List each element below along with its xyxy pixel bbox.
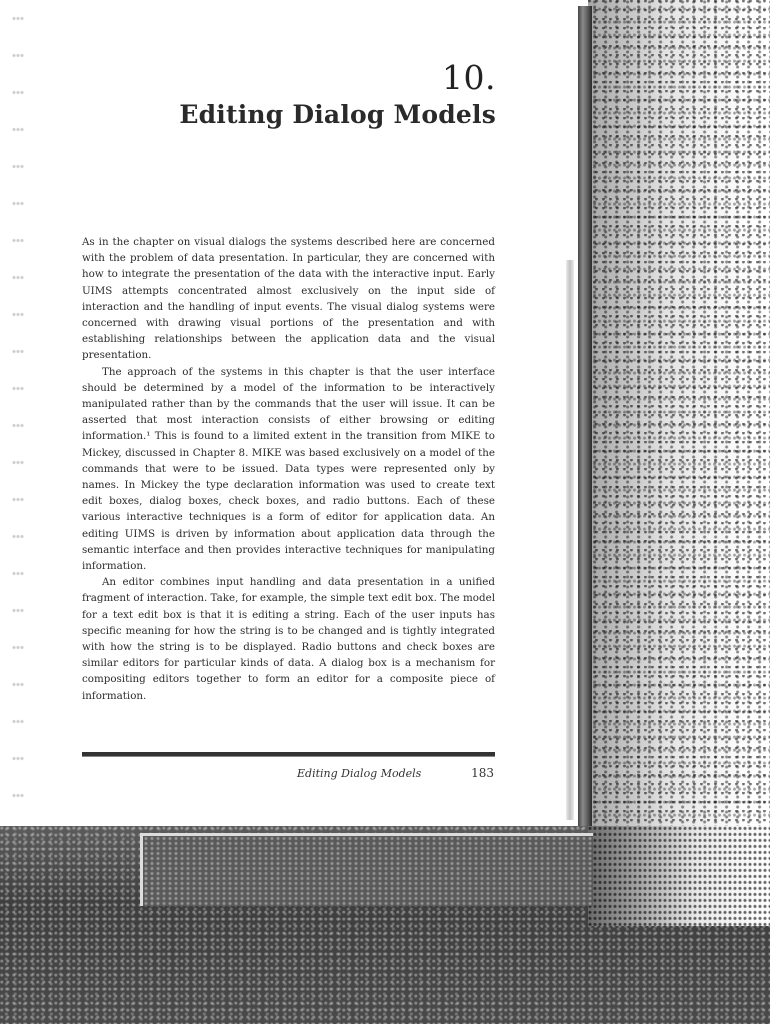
next-page-edge bbox=[140, 833, 593, 906]
paragraph: An editor combines input handling and data presentation in a unified fragment of interaction. Take, for example, the simple text edit box. The model for a text edit box is that it is editing a string. Each of the user inputs has specific meaning for how the string is to be changed and is tightly integrated with how the string is to be displayed. Radio buttons and check boxes are similar editors for particular kinds of data. A dialog box is a mechanism for compositing editors together to form an editor for a composite piece of information. bbox=[82, 576, 495, 702]
chapter-number: 10. bbox=[442, 58, 496, 97]
chapter-title: Editing Dialog Models bbox=[179, 100, 496, 129]
scan-shadow-bottom-right bbox=[588, 826, 770, 926]
running-title: Editing Dialog Models bbox=[297, 767, 422, 780]
page-number: 183 bbox=[471, 766, 494, 780]
paragraph: The approach of the systems in this chapter is that the user interface should be determined by a model of the information to be interactively manipulated rather than by the commands that the user will issue. It can be asserted that most interaction consists of either browsing or editing information.¹ This is found to a limited extent in the transition from MIKE to Mickey, discussed in Chapter 8. MIKE was based exclusively on a model of the commands that were to be issued. Data types were represented only by names. In Mickey the type declaration information was used to create text edit boxes, dialog boxes, check boxes, and radio buttons. Each of these various interactive techniques is a form of editor for application data. An editing UIMS is driven by information about application data through the semantic interface and then provides interactive techniques for manipulating information. bbox=[82, 365, 495, 573]
footer-rule bbox=[82, 752, 495, 757]
paragraph: As in the chapter on visual dialogs the systems described here are concerned with the problem of data presentation. In particular, they are concerned with how to integrate the presentation of the data with the interactive input. Early UIMS attempts concentrated almost exclusively on the input side of interaction and the handling of input events. The visual dialog systems were concerned with drawing visual portions of the presentation and with establishing relationships between the application data and the visual presentation. bbox=[82, 236, 495, 362]
scan-shadow-right bbox=[588, 0, 770, 930]
book-spine-edge bbox=[578, 6, 592, 836]
body-text bbox=[82, 234, 495, 704]
